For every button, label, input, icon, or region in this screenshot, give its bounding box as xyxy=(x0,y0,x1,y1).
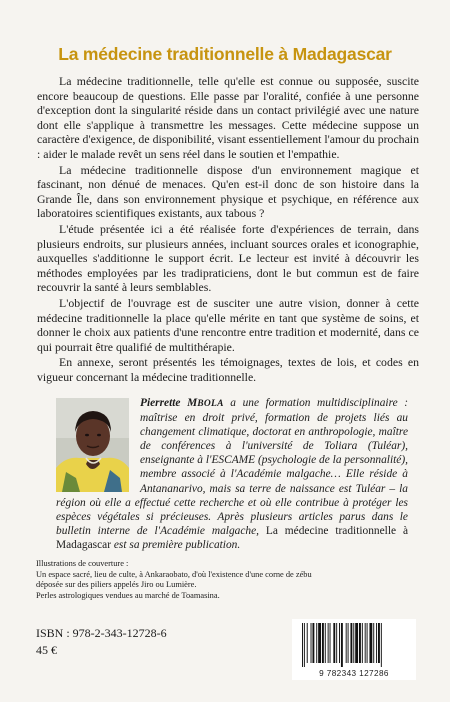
book-title: La médecine traditionnelle à Madagascar xyxy=(58,44,392,64)
barcode-digits: 9 782343 127286 xyxy=(319,669,389,678)
barcode-bar xyxy=(325,623,326,663)
barcode-bar xyxy=(312,623,314,663)
isbn: ISBN : 978-2-343-12728-6 xyxy=(36,626,167,640)
barcode-bar xyxy=(304,623,305,667)
barcode-bar xyxy=(381,623,382,667)
back-cover-summary xyxy=(37,74,419,384)
barcode-bar xyxy=(376,623,377,663)
author-biography xyxy=(56,396,408,552)
barcode-bar xyxy=(362,623,363,663)
barcode-bar xyxy=(378,623,380,663)
barcode-bar xyxy=(350,623,352,663)
barcode-bar xyxy=(307,623,308,663)
author-last-name-initial: M xyxy=(187,397,198,409)
author-last-name-rest: BOLA xyxy=(197,399,224,409)
author-book-title: La médecine traditionnelle à Madagascar xyxy=(56,524,408,551)
barcode-bar xyxy=(359,623,361,663)
barcode-bar xyxy=(322,623,324,663)
barcode-bar xyxy=(365,623,366,663)
author-bio-end: est sa première publication. xyxy=(111,538,241,551)
barcode-bar xyxy=(333,623,335,663)
barcode-bar xyxy=(341,623,343,667)
barcode xyxy=(292,619,416,680)
credits-heading: Illustrations de couverture : xyxy=(36,559,129,568)
barcode-bar xyxy=(367,623,368,663)
summary-paragraph: En annexe, seront présentés les témoignages, textes de lois, et codes en vigueur concernant la médecine traditionnelle. xyxy=(37,355,419,384)
credits-line: Un espace sacré, lieu de culte, à Ankaraobato, d'où l'existence d'une corne de zébu déposée sur des piliers appelés Jiro ou Lumière. xyxy=(36,569,312,590)
summary-paragraph: La médecine traditionnelle dispose d'un environnement magique et fascinant, non dénué de menaces. Qu'en est-il donc de son histoire dans la Grande Île, dans son environnement physique et psychique, en référence aux laboratoires scientifiques existants, aux tabous ? xyxy=(37,162,419,221)
barcode-bar xyxy=(339,623,340,663)
barcode-bar xyxy=(373,623,374,663)
barcode-bar xyxy=(316,623,317,663)
barcode-bar xyxy=(369,623,372,663)
price: 45 € xyxy=(36,643,57,657)
summary-paragraph: L'étude présentée ici a été réalisée forte d'expériences de terrain, dans plusieurs endroits, sur plusieurs années, incluant sources orales et iconographie, auxquelles s'additionne le support écrit. Le lecteur est invité à découvrir les méthodes employées par les tradipraticiens, dont le but commun est de faire recouvrir la santé à leurs semblables. xyxy=(37,221,419,295)
credits-line: Perles astrologiques vendues au marché de Toamasina. xyxy=(36,590,220,600)
summary-paragraph: La médecine traditionnelle, telle qu'elle est connue ou supposée, suscite encore beaucoup de questions. Elle passe par l'oralité, confiée à une personne d'exception dont la singularité réside dans un contact privilégié avec une nature dont elle s'applique à transmettre les messages. Cette médecine suppose un caractère d'exigence, de disponibilité, visant essentiellement l'amour du prochain : aider le malade revêt un sens réel dans le soutien et l'empathie. xyxy=(37,74,419,161)
summary-paragraph: L'objectif de l'ouvrage est de susciter une autre vision, donner à cette médecine traditionnelle la place qu'elle mérite en tant que système de soins, et donner le choix aux patients d'une rencontre entre tradition et modernité, dans ce qui pourrait être qualifié de multithérapie. xyxy=(37,295,419,354)
barcode-bar xyxy=(346,623,347,663)
barcode-bar xyxy=(353,623,354,663)
barcode-bar xyxy=(318,623,321,663)
barcode-bar xyxy=(355,623,358,663)
barcode-bar xyxy=(330,623,331,663)
author-first-name: Pierrette xyxy=(140,397,181,409)
barcode-bar xyxy=(311,623,312,663)
barcode-bar xyxy=(328,623,329,663)
barcode-bar xyxy=(348,623,349,663)
cover-illustration-credits xyxy=(36,559,336,601)
author-bio-text: a une formation multidisciplinaire : maîtrise en droit privé, formation de projets liés au changement climatique, doctorat en anthropologie, maître de conférences à l'université de Toliara (Tuléar), enseignante à l'ESCAME (psychologie de la personnalité), membre associé à l'Académie malgache… Elle réside à Antananarivo, mais sa terre de naissance est Tuléar – la région où elle a effectué cette recherche et où elle contribue à protéger les espèces végétales si précieuses. Après plusieurs articles parus dans le bulletin interne de l'Académie malgache, xyxy=(56,397,408,537)
barcode-bar xyxy=(336,623,337,663)
barcode-bar xyxy=(302,623,303,667)
